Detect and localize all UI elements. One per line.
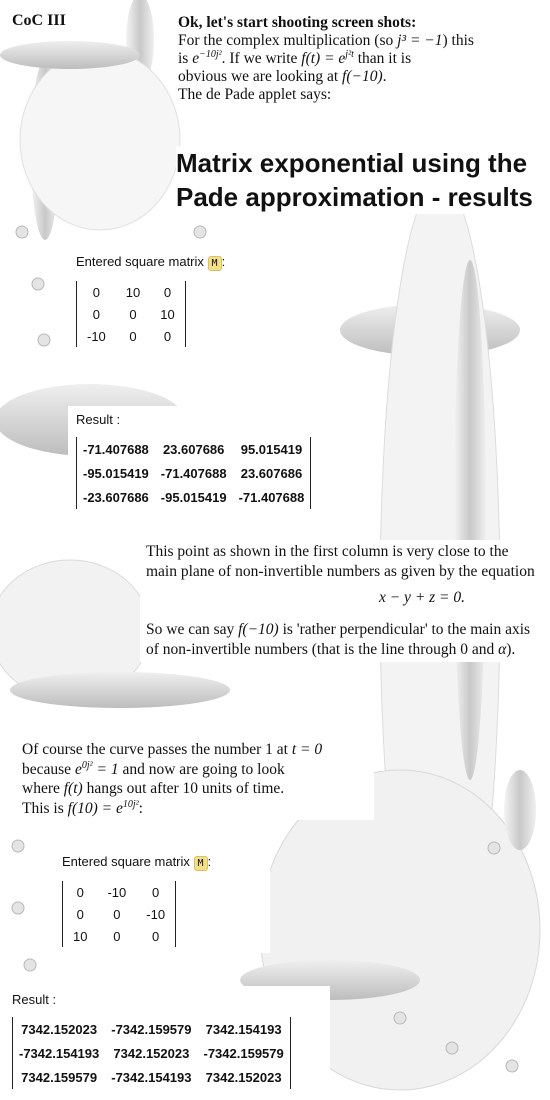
result-cell: -7342.159579 — [203, 1045, 284, 1061]
matrix-cell: -10 — [146, 906, 166, 922]
result-cell: 23.607686 — [162, 441, 225, 457]
result-row — [77, 437, 311, 461]
result-label: Result : — [12, 992, 57, 1007]
math-f-of-t: f(t) = e — [301, 50, 346, 67]
result-row — [13, 1041, 291, 1065]
matrix-cell: 0 — [163, 284, 172, 300]
matrix-cell: 10 — [160, 306, 175, 322]
curve-text-a: Of course the curve passes the number 1 at — [22, 741, 292, 758]
intro-line-2b: . If we write — [221, 50, 302, 67]
matrix-badge: M — [208, 256, 222, 271]
intro-line-3-end: . — [382, 68, 387, 85]
result-cell: -7342.159579 — [111, 1021, 192, 1037]
math-f-of-t: f(t) — [63, 780, 83, 797]
explanation-paragraph — [140, 540, 544, 662]
plane-equation: x − y + z = 0. — [378, 589, 466, 606]
matrix-cell: 0 — [163, 328, 172, 344]
result-row — [13, 1017, 291, 1041]
result-cell: -71.407688 — [238, 489, 305, 505]
matrix-label-colon: : — [207, 854, 212, 869]
result-cell: -7342.154193 — [111, 1069, 192, 1085]
entered-matrix-1 — [68, 248, 292, 353]
math-exponent: 0j² — [81, 759, 93, 771]
intro-line-4: The de Pade applet says: — [178, 86, 332, 103]
matrix-label-text: Entered square matrix — [76, 254, 204, 269]
matrix-cell: 0 — [129, 328, 137, 344]
math-e: e — [192, 50, 200, 67]
conclusion-text-a: So we can say — [146, 621, 239, 638]
applet-title-line-1: Matrix exponential using the — [176, 148, 528, 178]
entered-matrix-2 — [54, 848, 270, 953]
intro-line-2a: is — [178, 50, 193, 67]
math-f-exponent: j²t — [345, 48, 354, 60]
result-cell: -23.607686 — [83, 489, 149, 505]
matrix-cell: 0 — [92, 306, 101, 322]
intro-line-1-end: ) this — [442, 32, 474, 49]
math-alpha: α — [498, 641, 507, 658]
entered-matrix-label — [76, 254, 284, 271]
math-exponent: −10j² — [199, 48, 222, 60]
matrix-table — [62, 881, 176, 947]
curve-text-d-end: : — [138, 799, 143, 817]
conclusion-text-c: ). — [506, 641, 516, 658]
result-cell: -71.407688 — [83, 441, 149, 457]
result-cell: -95.015419 — [83, 465, 149, 481]
matrix-label-colon: : — [221, 254, 226, 269]
math-f-minus-10: f(−10) — [342, 68, 383, 85]
intro-line-1: For the complex multiplication (so — [178, 32, 398, 49]
matrix-cell: 0 — [113, 906, 121, 922]
matrix-row — [77, 281, 186, 303]
math-j-cubed: j³ = −1 — [397, 32, 443, 49]
math-exponent: 10j² — [122, 798, 139, 810]
matrix-cell: 10 — [125, 284, 141, 300]
result-label: Result : — [76, 412, 121, 427]
matrix-cell: -10 — [87, 328, 106, 344]
intro-line-3: obvious we are looking at — [178, 68, 343, 85]
matrix-cell: 10 — [73, 928, 88, 944]
result-matrix-1 — [68, 406, 352, 526]
result-cell: 23.607686 — [240, 465, 303, 481]
matrix-cell: 0 — [152, 928, 160, 944]
math-f-minus-10: f(−10) — [238, 621, 279, 638]
curve-text-b: because — [22, 760, 75, 778]
result-matrix-2 — [4, 986, 330, 1096]
matrix-cell: 0 — [129, 306, 137, 322]
result-cell: 7342.154193 — [205, 1021, 282, 1037]
result-cell: -7342.154193 — [19, 1045, 100, 1061]
applet-title-line-2: Pade approximation - results — [176, 182, 533, 212]
matrix-row — [63, 925, 176, 947]
applet-title — [176, 146, 548, 214]
explanation-conclusion — [146, 620, 538, 660]
matrix-cell: 0 — [76, 884, 84, 900]
intro-heading: Ok, let's start shooting screen shots: — [178, 14, 417, 31]
matrix-row — [77, 303, 186, 325]
result-table — [12, 1017, 291, 1089]
matrix-row — [63, 881, 176, 903]
math-f-10: f(10) = e — [67, 799, 123, 817]
matrix-cell: 0 — [113, 928, 121, 944]
matrix-badge: M — [194, 856, 208, 871]
curve-paragraph — [18, 738, 374, 820]
explanation-text: This point as shown in the first column is very close to the main plane of non-invertible numbers as given by the equation — [146, 543, 535, 580]
matrix-label-text: Entered square matrix — [62, 854, 190, 869]
math-e: e — [74, 760, 82, 778]
matrix-row — [63, 903, 176, 925]
math-equals-one: = 1 — [92, 760, 119, 778]
matrix-cell: 0 — [152, 884, 160, 900]
result-cell: 95.015419 — [240, 441, 303, 457]
result-row — [13, 1065, 291, 1089]
matrix-table — [76, 281, 186, 347]
matrix-cell: 0 — [76, 906, 84, 922]
intro-paragraph — [178, 14, 538, 104]
result-row — [77, 461, 311, 485]
curve-text-c-end: hangs out after 10 units of time. — [82, 780, 285, 797]
curve-text-b-end: and now are going to look — [118, 760, 285, 778]
matrix-cell: -10 — [107, 884, 127, 900]
curve-text-d: This is — [22, 799, 68, 817]
result-cell: 7342.152023 — [21, 1021, 98, 1037]
page-tag: CoC III — [12, 12, 66, 29]
curve-text-c: where — [22, 780, 64, 797]
matrix-row — [77, 325, 186, 347]
conclusion-text-b: is 'rather perpendicular' to the main axis of non-invertible numbers (that is the line through 0 and — [146, 621, 531, 658]
result-cell: 7342.152023 — [113, 1045, 190, 1061]
result-cell: 7342.159579 — [21, 1069, 98, 1085]
matrix-cell: 0 — [92, 284, 101, 300]
intro-line-2c: than it is — [353, 50, 412, 67]
result-cell: 7342.152023 — [205, 1069, 282, 1085]
result-cell: -95.015419 — [160, 489, 227, 505]
result-cell: -71.407688 — [160, 465, 227, 481]
result-row — [77, 485, 311, 509]
entered-matrix-label — [62, 854, 262, 871]
result-table — [76, 437, 311, 509]
math-t-zero: t = 0 — [291, 741, 323, 758]
